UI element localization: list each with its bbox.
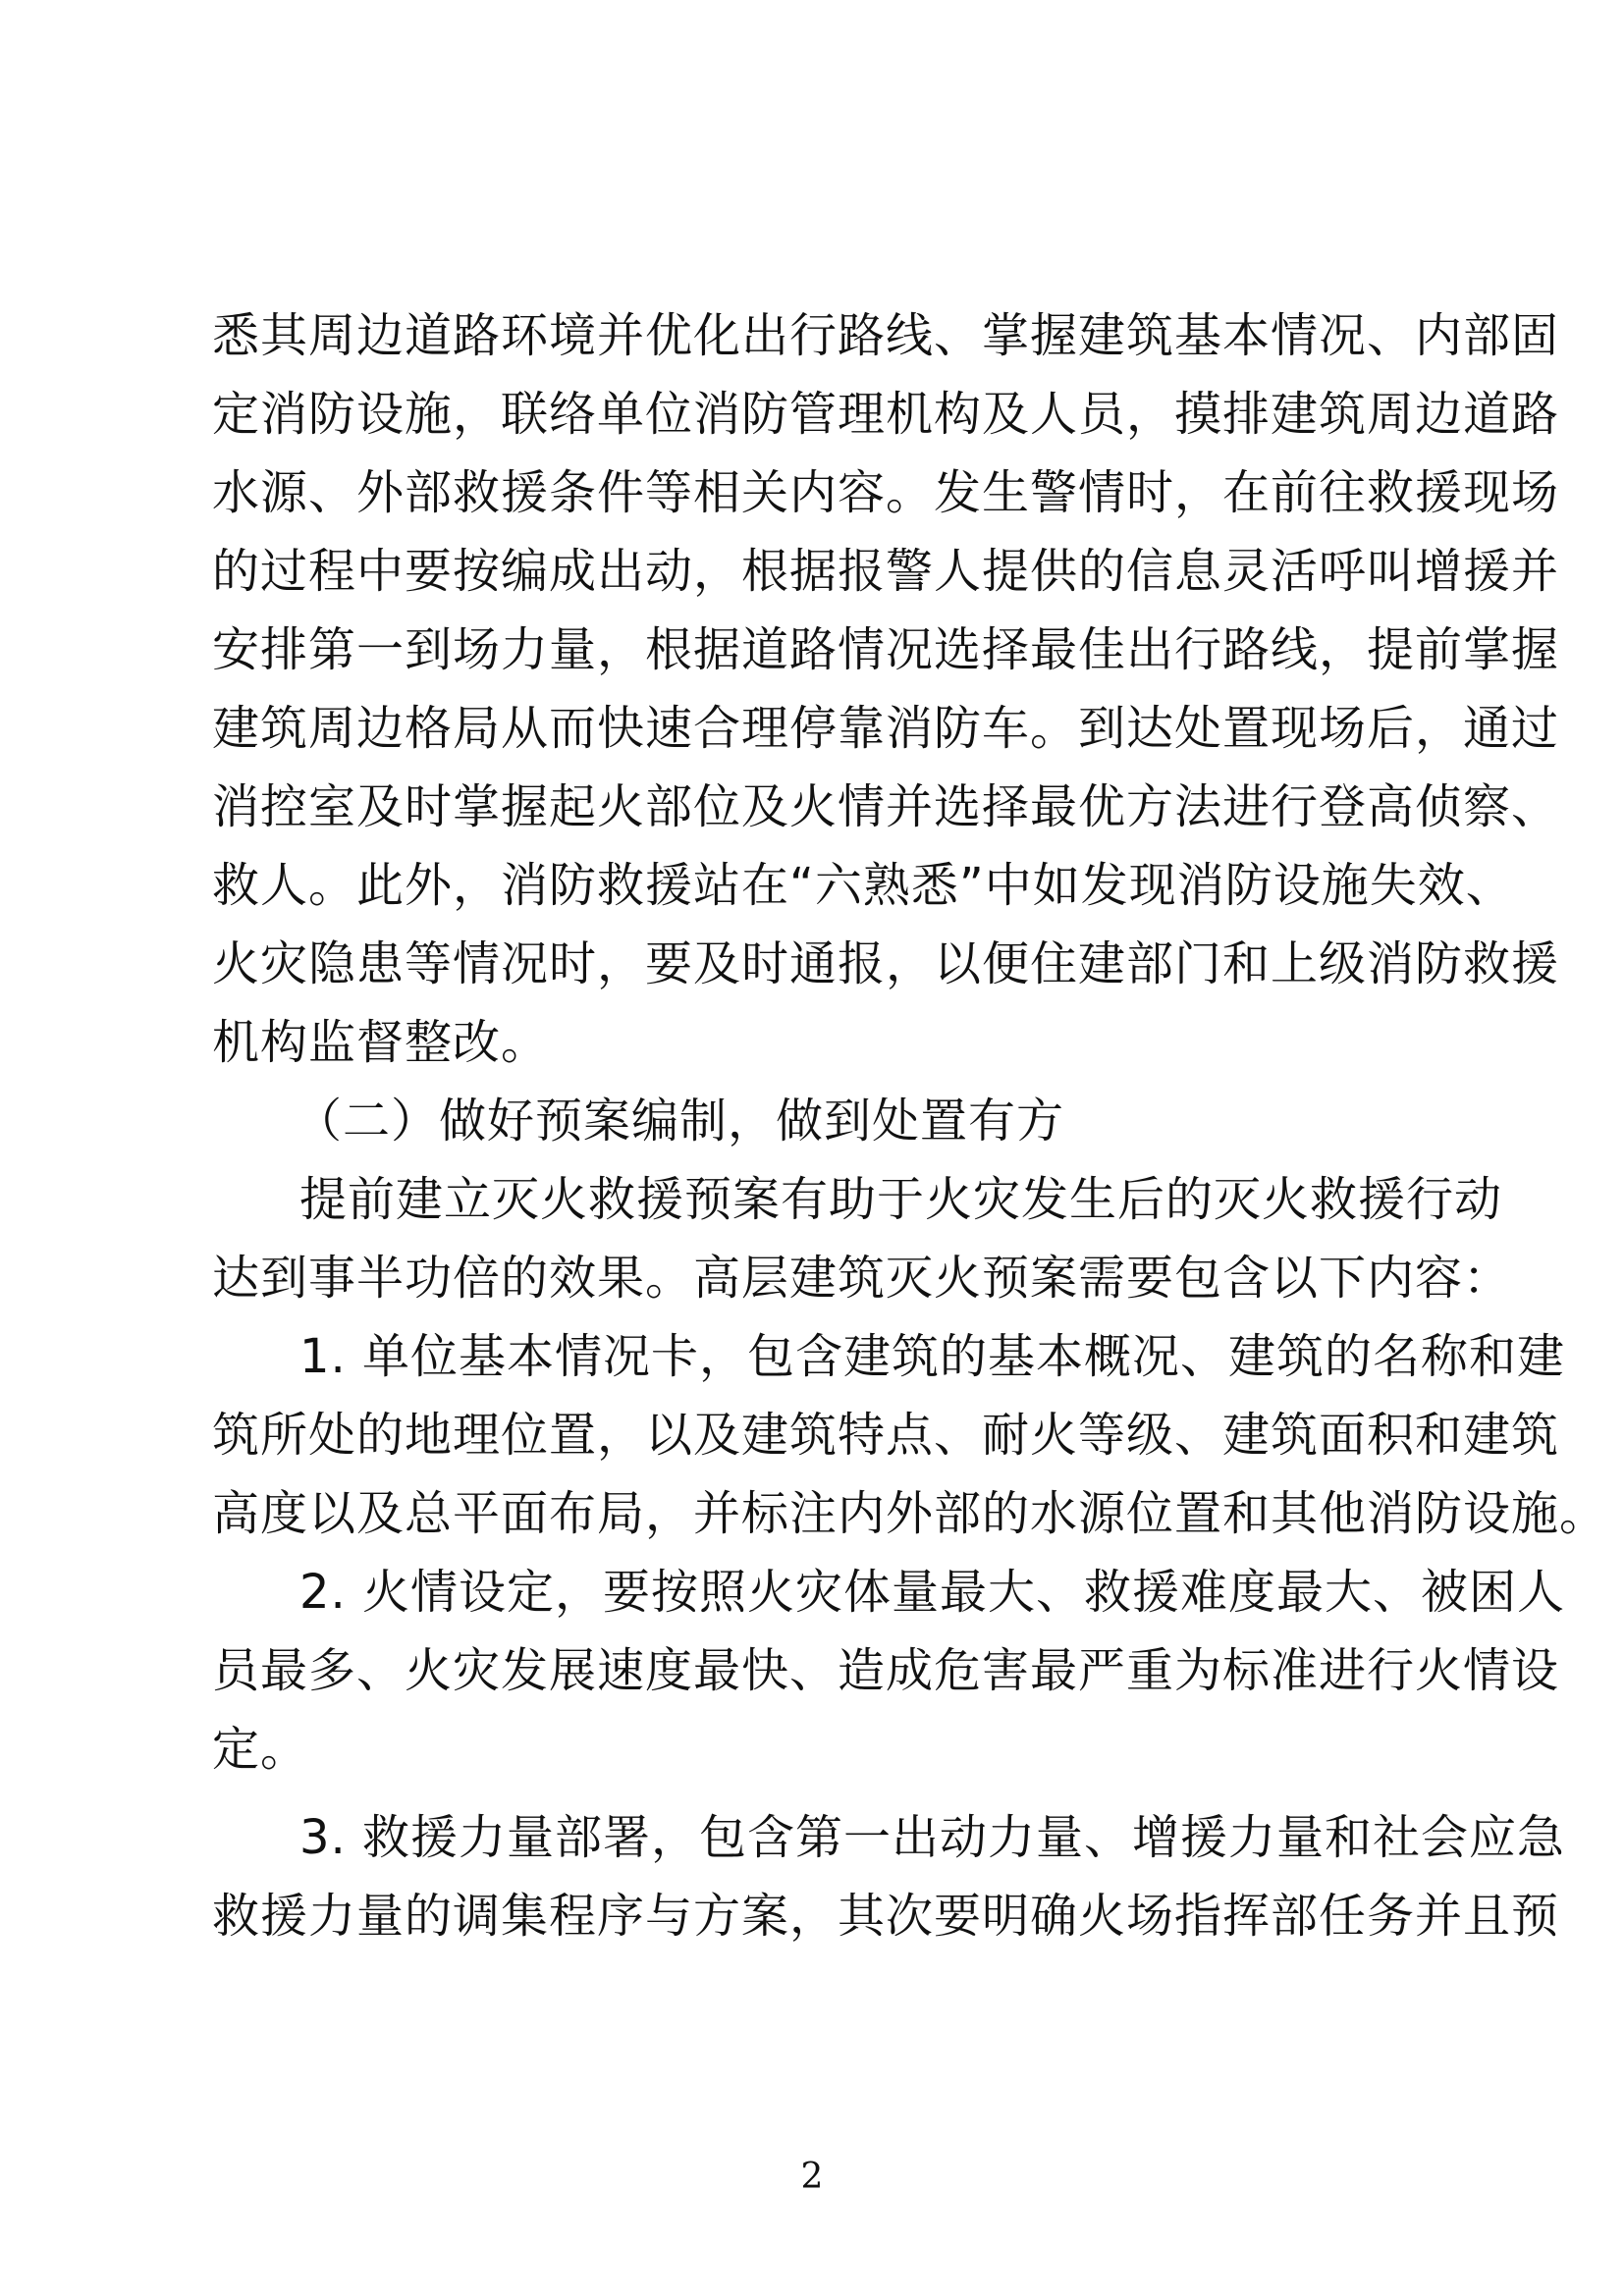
- section-heading: （二）做好预案编制，做到处置有方: [295, 1094, 1065, 1148]
- text-line: 高度以及总平面布局，并标注内外部的水源位置和其他消防设施。: [212, 1486, 1608, 1541]
- text-line: 消控室及时掌握起火部位及火情并选择最优方法进行登高侦察、: [212, 779, 1560, 834]
- text-line: 安排第一到场力量，根据道路情况选择最佳出行路线，提前掌握: [212, 622, 1560, 677]
- text-line: 机构监督整改。: [212, 1015, 550, 1070]
- text-line: 筑所处的地理位置，以及建筑特点、耐火等级、建筑面积和建筑: [212, 1408, 1560, 1463]
- text-line: 2. 火情设定，要按照火灾体量最大、救援难度最大、被困人: [299, 1565, 1566, 1620]
- text-line: 员最多、火灾发展速度最快、造成危害最严重为标准进行火情设: [212, 1643, 1560, 1698]
- text-line: 建筑周边格局从而快速合理停靠消防车。到达处置现场后，通过: [212, 701, 1560, 756]
- text-line: 定。: [212, 1722, 309, 1777]
- text-line: 3. 救援力量部署，包含第一出动力量、增援力量和社会应急: [299, 1810, 1566, 1865]
- text-line: 达到事半功倍的效果。高层建筑灭火预案需要包含以下内容：: [212, 1251, 1512, 1306]
- text-line: 水源、外部救援条件等相关内容。发生警情时，在前往救援现场: [212, 465, 1560, 520]
- text-line: 救援力量的调集程序与方案，其次要明确火场指挥部任务并且预: [212, 1889, 1560, 1944]
- text-line: 1. 单位基本情况卡，包含建筑的基本概况、建筑的名称和建: [299, 1329, 1566, 1384]
- text-line: 定消防设施，联络单位消防管理机构及人员，摸排建筑周边道路: [212, 387, 1560, 442]
- text-line: 救人。此外，消防救援站在“六熟悉”中如发现消防设施失效、: [212, 858, 1514, 913]
- text-line: 火灾隐患等情况时，要及时通报，以便住建部门和上级消防救援: [212, 936, 1560, 991]
- text-line: 的过程中要按编成出动，根据报警人提供的信息灵活呼叫增援并: [212, 544, 1560, 599]
- text-line: 悉其周边道路环境并优化出行路线、掌握建筑基本情况、内部固: [212, 308, 1560, 363]
- text-line: 提前建立灭火救援预案有助于火灾发生后的灭火救援行动: [299, 1172, 1503, 1227]
- page-number: 2: [800, 2157, 824, 2197]
